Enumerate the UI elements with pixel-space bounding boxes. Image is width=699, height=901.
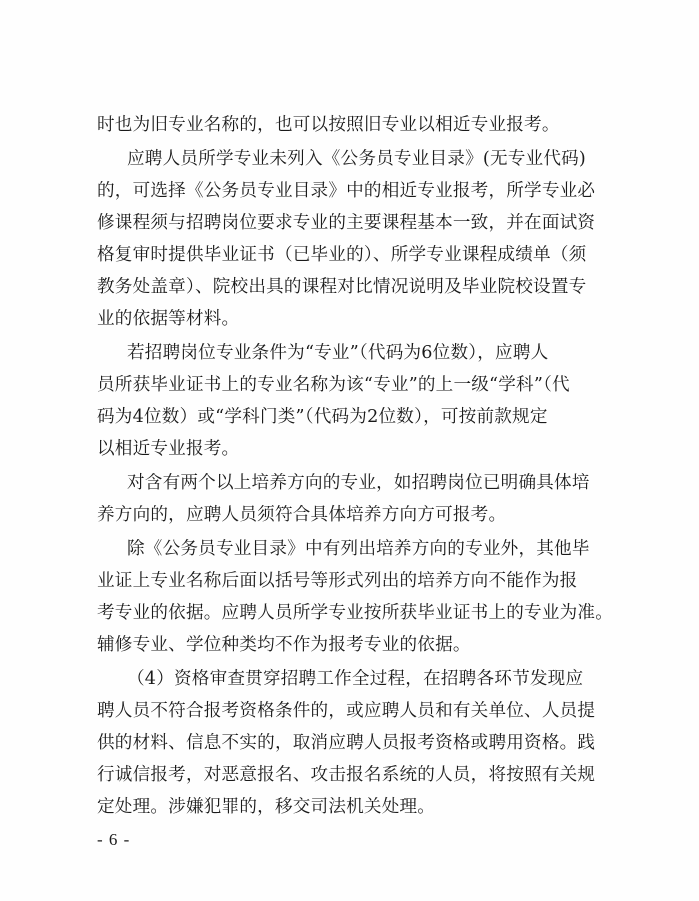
text-line: 养方向的，应聘人员须符合具体培养方向方可报考。 xyxy=(97,505,507,525)
text-line: 考专业的依据。应聘人员所学专业按所获毕业证书上的专业为准。 xyxy=(97,603,614,623)
page-number: - 6 - xyxy=(97,830,131,849)
text-line: 时也为旧专业名称的，也可以按照旧专业以相近专业报考。 xyxy=(97,115,560,135)
text-line: 格复审时提供毕业证书（已毕业的）、所学专业课程成绩单（须 xyxy=(97,245,587,265)
paragraph-start-line: 应聘人员所学专业未列入《公务员专业目录》(无专业代码) xyxy=(127,149,586,169)
text-line: 辅修专业、学位种类均不作为报考专业的依据。 xyxy=(97,635,471,655)
text-line: 行诚信报考，对恶意报名、攻击报名系统的人员，将按照有关规 xyxy=(97,765,596,785)
document-body xyxy=(97,109,614,823)
paragraph-start-line: （4）资格审查贯穿招聘工作全过程，在招聘各环节发现应 xyxy=(127,669,584,689)
paragraph-start-line: 除《公务员专业目录》中有列出培养方向的专业外，其他毕 xyxy=(127,539,590,559)
text-line: 聘人员不符合报考资格条件的，或应聘人员和有关单位、人员提 xyxy=(97,701,596,721)
text-line: 业的依据等材料。 xyxy=(97,309,240,329)
text-line: 修课程须与招聘岗位要求专业的主要课程基本一致，并在面试资 xyxy=(97,213,596,233)
paragraph-start-line: 若招聘岗位专业条件为“专业”（代码为6位数），应聘人 xyxy=(127,343,549,363)
text-line: 员所获毕业证书上的专业名称为该“专业”的上一级“学科”（代 xyxy=(97,375,570,395)
text-line: 定处理。涉嫌犯罪的，移交司法机关处理。 xyxy=(97,797,436,817)
text-line: 供的材料、信息不实的，取消应聘人员报考资格或聘用资格。践 xyxy=(97,733,596,753)
text-line: 业证上专业名称后面以括号等形式列出的培养方向不能作为报 xyxy=(97,571,578,591)
text-line: 以相近专业报考。 xyxy=(97,439,240,459)
text-line: 教务处盖章）、院校出具的课程对比情况说明及毕业院校设置专 xyxy=(97,277,587,297)
text-line: 码为4位数）或“学科门类”（代码为2位数），可按前款规定 xyxy=(97,407,548,427)
text-line: 的，可选择《公务员专业目录》中的相近专业报考，所学专业必 xyxy=(97,181,596,201)
paragraph-start-line: 对含有两个以上培养方向的专业，如招聘岗位已明确具体培 xyxy=(127,473,590,493)
